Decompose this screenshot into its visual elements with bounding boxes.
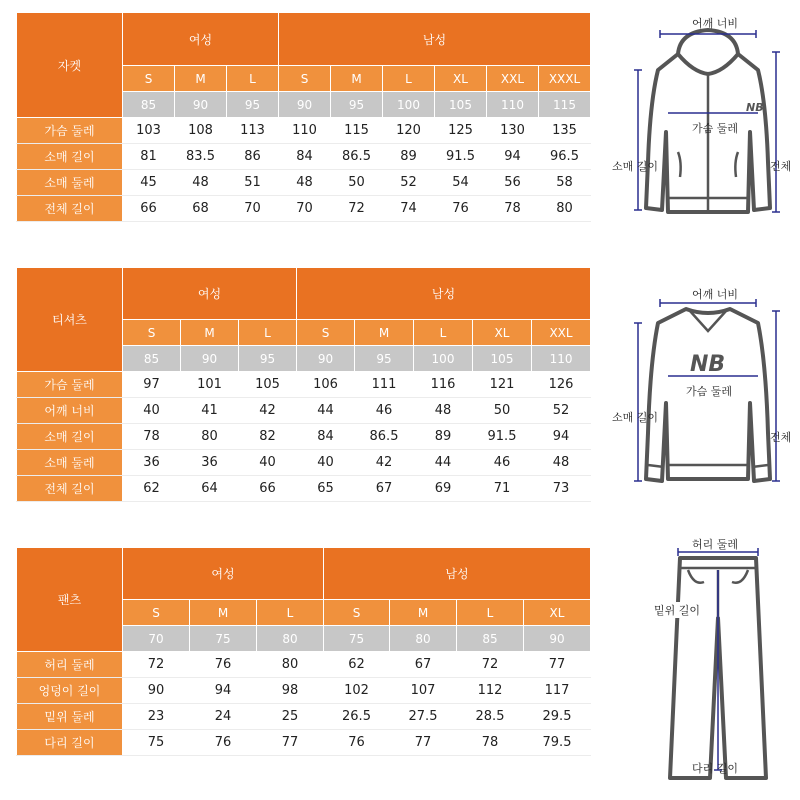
table-cell: 83.5 xyxy=(175,144,227,170)
korean-size: 105 xyxy=(435,92,487,118)
jacket-diagram xyxy=(608,12,800,232)
pants-icon xyxy=(608,538,800,788)
table-cell: 72 xyxy=(331,196,383,222)
table-cell: 26.5 xyxy=(324,704,390,730)
korean-size: 85 xyxy=(123,92,175,118)
waist-label: 허리 둘레 xyxy=(692,538,739,551)
table-cell: 89 xyxy=(414,424,473,450)
size-label: L xyxy=(457,600,524,626)
table-cell: 94 xyxy=(532,424,591,450)
row-label: 소매 길이 xyxy=(17,424,123,450)
table-cell: 66 xyxy=(239,476,297,502)
row-label: 허리 둘레 xyxy=(17,652,123,678)
category-cell: 자켓 xyxy=(17,13,123,118)
table-cell: 52 xyxy=(532,398,591,424)
row-label: 가슴 둘레 xyxy=(17,118,123,144)
rise-label: 밑위 길이 xyxy=(654,604,701,617)
row-label: 소매 둘레 xyxy=(17,170,123,196)
table-cell: 41 xyxy=(181,398,239,424)
korean-size: 100 xyxy=(414,346,473,372)
table-cell: 76 xyxy=(190,652,257,678)
table-cell: 78 xyxy=(487,196,539,222)
korean-size: 110 xyxy=(532,346,591,372)
row-label: 소매 둘레 xyxy=(17,450,123,476)
total-length-label: 전체 xyxy=(770,431,792,444)
table-cell: 48 xyxy=(414,398,473,424)
table-cell: 77 xyxy=(257,730,324,756)
women-header: 여성 xyxy=(123,13,279,66)
total-length-label: 전체 xyxy=(770,160,792,173)
korean-size: 90 xyxy=(175,92,227,118)
table-cell: 29.5 xyxy=(524,704,591,730)
men-header: 남성 xyxy=(297,268,591,320)
table-cell: 70 xyxy=(279,196,331,222)
size-label: XXL xyxy=(532,320,591,346)
korean-size: 70 xyxy=(123,626,190,652)
korean-size: 90 xyxy=(181,346,239,372)
jacket-size-table xyxy=(16,12,591,222)
women-header: 여성 xyxy=(123,548,324,600)
table-cell: 86 xyxy=(227,144,279,170)
table-cell: 72 xyxy=(457,652,524,678)
table-cell: 97 xyxy=(123,372,181,398)
table-cell: 120 xyxy=(383,118,435,144)
table-cell: 110 xyxy=(279,118,331,144)
svg-text:NB: NB xyxy=(690,352,726,377)
size-label: M xyxy=(331,66,383,92)
pants-diagram xyxy=(608,538,800,788)
size-label: L xyxy=(239,320,297,346)
size-label: XL xyxy=(435,66,487,92)
shoulder-width-label: 어깨 너비 xyxy=(692,288,739,301)
korean-size: 95 xyxy=(331,92,383,118)
table-cell: 126 xyxy=(532,372,591,398)
korean-size: 90 xyxy=(279,92,331,118)
table-cell: 80 xyxy=(181,424,239,450)
chest-label: 가슴 둘레 xyxy=(686,385,733,398)
table-cell: 73 xyxy=(532,476,591,502)
table-cell: 135 xyxy=(539,118,591,144)
table-cell: 62 xyxy=(123,476,181,502)
table-cell: 45 xyxy=(123,170,175,196)
korean-size: 105 xyxy=(473,346,532,372)
row-label: 엉덩이 길이 xyxy=(17,678,123,704)
size-label: M xyxy=(181,320,239,346)
leg-length-label: 다리 길이 xyxy=(692,762,739,775)
table-cell: 77 xyxy=(390,730,457,756)
korean-size: 80 xyxy=(257,626,324,652)
row-label: 전체 길이 xyxy=(17,476,123,502)
korean-size: 90 xyxy=(524,626,591,652)
table-cell: 67 xyxy=(390,652,457,678)
table-cell: 94 xyxy=(487,144,539,170)
table-cell: 117 xyxy=(524,678,591,704)
size-label: S xyxy=(123,66,175,92)
size-label: XL xyxy=(473,320,532,346)
table-cell: 48 xyxy=(279,170,331,196)
table-cell: 40 xyxy=(239,450,297,476)
table-cell: 72 xyxy=(123,652,190,678)
table-cell: 98 xyxy=(257,678,324,704)
korean-size: 80 xyxy=(390,626,457,652)
category-cell: 티셔츠 xyxy=(17,268,123,372)
tshirt-size-table xyxy=(16,267,591,502)
size-label: S xyxy=(123,320,181,346)
table-cell: 103 xyxy=(123,118,175,144)
size-label: M xyxy=(355,320,414,346)
korean-size: 90 xyxy=(297,346,355,372)
table-cell: 77 xyxy=(524,652,591,678)
table-cell: 40 xyxy=(297,450,355,476)
table-cell: 23 xyxy=(123,704,190,730)
table-cell: 108 xyxy=(175,118,227,144)
table-cell: 112 xyxy=(457,678,524,704)
table-cell: 76 xyxy=(435,196,487,222)
women-header: 여성 xyxy=(123,268,297,320)
table-cell: 66 xyxy=(123,196,175,222)
table-cell: 121 xyxy=(473,372,532,398)
table-cell: 65 xyxy=(297,476,355,502)
table-cell: 90 xyxy=(123,678,190,704)
sleeve-length-label: 소매 길이 xyxy=(612,160,659,173)
size-label: M xyxy=(390,600,457,626)
size-label: M xyxy=(175,66,227,92)
korean-size: 100 xyxy=(383,92,435,118)
men-header: 남성 xyxy=(279,13,591,66)
table-cell: 50 xyxy=(331,170,383,196)
table-cell: 68 xyxy=(175,196,227,222)
category-cell: 팬츠 xyxy=(17,548,123,652)
sleeve-length-label: 소매 길이 xyxy=(612,411,659,424)
table-cell: 27.5 xyxy=(390,704,457,730)
row-label: 어깨 너비 xyxy=(17,398,123,424)
table-cell: 51 xyxy=(227,170,279,196)
korean-size: 95 xyxy=(227,92,279,118)
table-cell: 64 xyxy=(181,476,239,502)
table-cell: 107 xyxy=(390,678,457,704)
size-label: L xyxy=(227,66,279,92)
row-label: 가슴 둘레 xyxy=(17,372,123,398)
table-cell: 96.5 xyxy=(539,144,591,170)
korean-size: 95 xyxy=(355,346,414,372)
size-label: M xyxy=(190,600,257,626)
table-cell: 111 xyxy=(355,372,414,398)
table-cell: 82 xyxy=(239,424,297,450)
table-cell: 130 xyxy=(487,118,539,144)
table-cell: 46 xyxy=(355,398,414,424)
table-cell: 91.5 xyxy=(435,144,487,170)
table-cell: 80 xyxy=(539,196,591,222)
table-cell: 89 xyxy=(383,144,435,170)
table-cell: 80 xyxy=(257,652,324,678)
table-cell: 84 xyxy=(279,144,331,170)
row-label: 다리 길이 xyxy=(17,730,123,756)
table-cell: 116 xyxy=(414,372,473,398)
svg-text:NB: NB xyxy=(746,101,764,114)
table-cell: 36 xyxy=(123,450,181,476)
table-cell: 75 xyxy=(123,730,190,756)
table-cell: 48 xyxy=(175,170,227,196)
tshirt-diagram xyxy=(608,283,800,493)
table-cell: 115 xyxy=(331,118,383,144)
table-cell: 86.5 xyxy=(331,144,383,170)
table-cell: 42 xyxy=(239,398,297,424)
table-cell: 74 xyxy=(383,196,435,222)
korean-size: 95 xyxy=(239,346,297,372)
table-cell: 125 xyxy=(435,118,487,144)
men-header: 남성 xyxy=(324,548,591,600)
korean-size: 110 xyxy=(487,92,539,118)
table-cell: 48 xyxy=(532,450,591,476)
korean-size: 75 xyxy=(190,626,257,652)
table-cell: 36 xyxy=(181,450,239,476)
table-cell: 62 xyxy=(324,652,390,678)
table-cell: 58 xyxy=(539,170,591,196)
size-label: L xyxy=(383,66,435,92)
table-cell: 76 xyxy=(324,730,390,756)
row-label: 전체 길이 xyxy=(17,196,123,222)
size-label: XXXL xyxy=(539,66,591,92)
korean-size: 85 xyxy=(123,346,181,372)
table-cell: 91.5 xyxy=(473,424,532,450)
table-cell: 106 xyxy=(297,372,355,398)
korean-size: 85 xyxy=(457,626,524,652)
table-cell: 44 xyxy=(297,398,355,424)
table-cell: 101 xyxy=(181,372,239,398)
table-cell: 69 xyxy=(414,476,473,502)
size-label: L xyxy=(257,600,324,626)
size-label: L xyxy=(414,320,473,346)
size-label: XXL xyxy=(487,66,539,92)
table-cell: 25 xyxy=(257,704,324,730)
table-cell: 79.5 xyxy=(524,730,591,756)
table-cell: 24 xyxy=(190,704,257,730)
table-cell: 105 xyxy=(239,372,297,398)
table-cell: 44 xyxy=(414,450,473,476)
korean-size: 115 xyxy=(539,92,591,118)
row-label: 소매 길이 xyxy=(17,144,123,170)
size-label: S xyxy=(279,66,331,92)
chest-label: 가슴 둘레 xyxy=(692,122,739,135)
table-cell: 78 xyxy=(457,730,524,756)
table-cell: 102 xyxy=(324,678,390,704)
size-label: XL xyxy=(524,600,591,626)
table-cell: 86.5 xyxy=(355,424,414,450)
table-cell: 40 xyxy=(123,398,181,424)
table-cell: 78 xyxy=(123,424,181,450)
table-cell: 70 xyxy=(227,196,279,222)
size-label: S xyxy=(297,320,355,346)
table-cell: 94 xyxy=(190,678,257,704)
size-label: S xyxy=(123,600,190,626)
table-cell: 46 xyxy=(473,450,532,476)
table-cell: 56 xyxy=(487,170,539,196)
shoulder-width-label: 어깨 너비 xyxy=(692,17,739,30)
pants-size-table xyxy=(16,547,591,756)
table-cell: 42 xyxy=(355,450,414,476)
table-cell: 28.5 xyxy=(457,704,524,730)
table-cell: 52 xyxy=(383,170,435,196)
table-cell: 67 xyxy=(355,476,414,502)
row-label: 밑위 둘레 xyxy=(17,704,123,730)
korean-size: 75 xyxy=(324,626,390,652)
table-cell: 71 xyxy=(473,476,532,502)
table-cell: 113 xyxy=(227,118,279,144)
table-cell: 50 xyxy=(473,398,532,424)
size-label: S xyxy=(324,600,390,626)
table-cell: 54 xyxy=(435,170,487,196)
table-cell: 76 xyxy=(190,730,257,756)
table-cell: 84 xyxy=(297,424,355,450)
table-cell: 81 xyxy=(123,144,175,170)
